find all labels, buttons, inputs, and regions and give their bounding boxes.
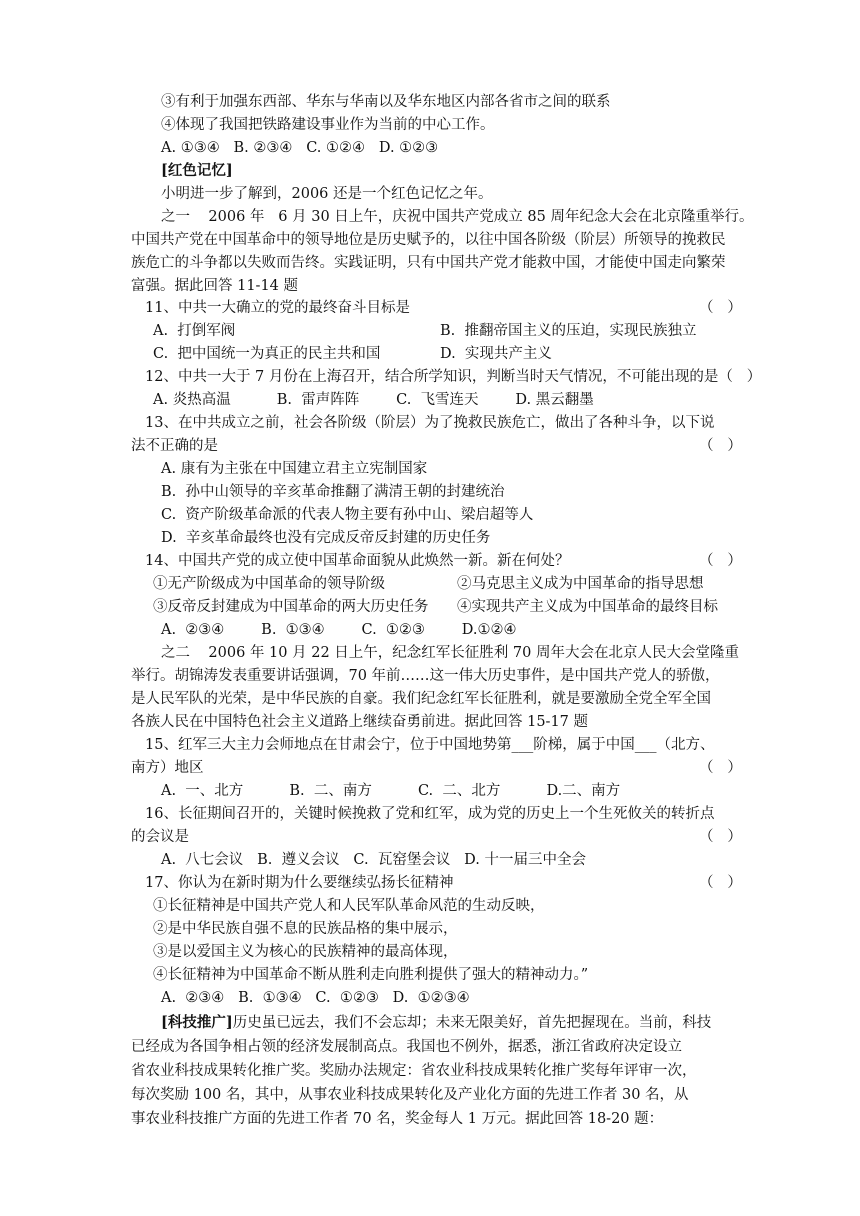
q13-option-d: D. 辛亥革命最终也没有完成反帝反封建的历史任务 (161, 530, 491, 546)
q17-item-2: ②是中华民族自强不息的民族品格的集中展示， (153, 921, 458, 937)
para1-line-3: 族危亡的斗争都以失败而告终。实践证明，只有中国共产党才能救中国，才能使中国走向繁荣 (131, 255, 726, 271)
tech-first-line (161, 1012, 711, 1035)
q13-option-c: C. 资产阶级革命派的代表人物主要有孙中山、梁启超等人 (161, 507, 534, 523)
q10-item-3: ③有利于加强东西部、华东与华南以及华东地区内部各省市之间的联系 (161, 94, 611, 110)
q14-options: A. ②③④ B. ①③④ C. ①②③ D.①②④ (161, 622, 517, 638)
q15-stem-line-2: 南方）地区 (131, 760, 204, 776)
q16-answer-paren: （ ） (699, 829, 742, 845)
q10-item-4: ④体现了我国把铁路建设事业作为当前的中心工作。 (161, 117, 495, 133)
tech-line-4: 每次奖励 100 名，其中，从事农业科技成果转化及产业化方面的先进工作者 30 名，从 (131, 1087, 689, 1103)
q14-item-4: ④实现共产主义成为中国革命的最终目标 (457, 599, 718, 615)
tech-line-5: 事农业科技推广方面的先进工作者 70 名，奖金每人 1 万元。据此回答 18-20 题： (131, 1111, 664, 1127)
q13-stem-line-1: 13、在中共成立之前，社会各阶级（阶层）为了挽救民族危亡，做出了各种斗争，以下说 (145, 415, 715, 431)
para2-line-4: 各族人民在中国特色社会主义道路上继续奋勇前进。据此回答 15-17 题 (131, 714, 589, 730)
red-memory-intro: 小明进一步了解到，2006 还是一个红色记忆之年。 (161, 186, 493, 202)
q13-option-b: B. 孙中山领导的辛亥革命推翻了满清王朝的封建统治 (161, 484, 505, 500)
q14-item-2: ②马克思主义成为中国革命的指导思想 (457, 576, 704, 592)
q17-item-4: ④长征精神为中国革命不断从胜利走向胜利提供了强大的精神动力。” (153, 967, 589, 983)
para1-line-4: 富强。据此回答 11-14 题 (131, 278, 299, 294)
q13-option-a: A. 康有为主张在中国建立君主立宪制国家 (161, 461, 428, 477)
q16-options: A. 八七会议 B. 遵义会议 C. 瓦窑堡会议 D. 十一届三中全会 (161, 852, 586, 868)
para1-line-1: 之一 2006 年 6 月 30 日上午，庆祝中国共产党成立 85 周年纪念大会在北京隆重举行。 (161, 209, 754, 225)
q13-stem-line-2: 法不正确的是 (131, 438, 218, 454)
para2-line-2: 举行。胡锦涛发表重要讲话强调，70 年前……这一伟大历史事件，是中国共产党人的骄傲， (131, 668, 720, 684)
q10-options: A. ①③④ B. ②③④ C. ①②④ D. ①②③ (161, 140, 439, 156)
q11-answer-paren: （ ） (699, 300, 742, 316)
tech-first-text: 历史虽已远去，我们不会忘却；未来无限美好，首先把握现在。当前，科技 (232, 1015, 712, 1031)
q17-options: A. ②③④ B. ①③④ C. ①②③ D. ①②③④ (161, 990, 470, 1006)
q15-options: A. 一、北方 B. 二、南方 C. 二、北方 D.二、南方 (161, 783, 621, 799)
q14-item-1: ①无产阶级成为中国革命的领导阶级 (153, 576, 385, 592)
tech-line-3: 省农业科技成果转化推广奖。奖励办法规定：省农业科技成果转化推广奖每年评审一次， (131, 1063, 697, 1079)
q14-answer-paren: （ ） (699, 553, 742, 569)
q17-answer-paren: （ ） (699, 875, 742, 891)
section-heading-red-memory: [红色记忆] (161, 162, 233, 179)
q15-answer-paren: （ ） (699, 760, 742, 776)
para1-line-2: 中国共产党在中国革命中的领导地位是历史赋予的，以往中国各阶级（阶层）所领导的挽救民 (131, 232, 726, 248)
q12-stem: 12、中共一大于 7 月份在上海召开，结合所学知识，判断当时天气情况，不可能出现的是（ ） (145, 369, 762, 385)
q17-item-3: ③是以爱国主义为核心的民族精神的最高体现， (153, 944, 458, 960)
q17-stem: 17、你认为在新时期为什么要继续弘扬长征精神 (145, 875, 454, 891)
q11-option-b: B. 推翻帝国主义的压迫，实现民族独立 (440, 323, 697, 339)
q15-stem-line-1: 15、红军三大主力会师地点在甘肃会宁，位于中国地势第___阶梯，属于中国___（北方、 (145, 737, 715, 753)
tech-line-2: 已经成为各国争相占领的经济发展制高点。我国也不例外，据悉，浙江省政府决定设立 (131, 1039, 682, 1055)
q16-stem-line-1: 16、长征期间召开的，关键时候挽救了党和红军，成为党的历史上一个生死攸关的转折点 (145, 806, 715, 822)
q14-stem: 14、中国共产党的成立使中国革命面貌从此焕然一新。新在何处？ (145, 553, 570, 569)
q11-stem: 11、中共一大确立的党的最终奋斗目标是 (145, 300, 410, 316)
section-heading-tech: [科技推广] (161, 1014, 233, 1031)
q13-answer-paren: （ ） (699, 438, 742, 454)
q16-stem-line-2: 的会议是 (131, 829, 189, 845)
q11-option-d: D. 实现共产主义 (440, 346, 552, 362)
para2-line-1: 之二 2006 年 10 月 22 日上午，纪念红军长征胜利 70 周年大会在北京人民大会堂隆重 (161, 645, 739, 661)
q11-option-c: C. 把中国统一为真正的民主共和国 (153, 346, 381, 362)
q14-item-3: ③反帝反封建成为中国革命的两大历史任务 (153, 599, 429, 615)
q12-options: A. 炎热高温 B. 雷声阵阵 C. 飞雪连天 D. 黑云翻墨 (153, 392, 594, 408)
q11-option-a: A. 打倒军阀 (153, 323, 236, 339)
q17-item-1: ①长征精神是中国共产党人和人民军队革命风范的生动反映， (153, 898, 545, 914)
para2-line-3: 是人民军队的光荣，是中华民族的自豪。我们纪念红军长征胜利，就是要激励全党全军全国 (131, 691, 711, 707)
